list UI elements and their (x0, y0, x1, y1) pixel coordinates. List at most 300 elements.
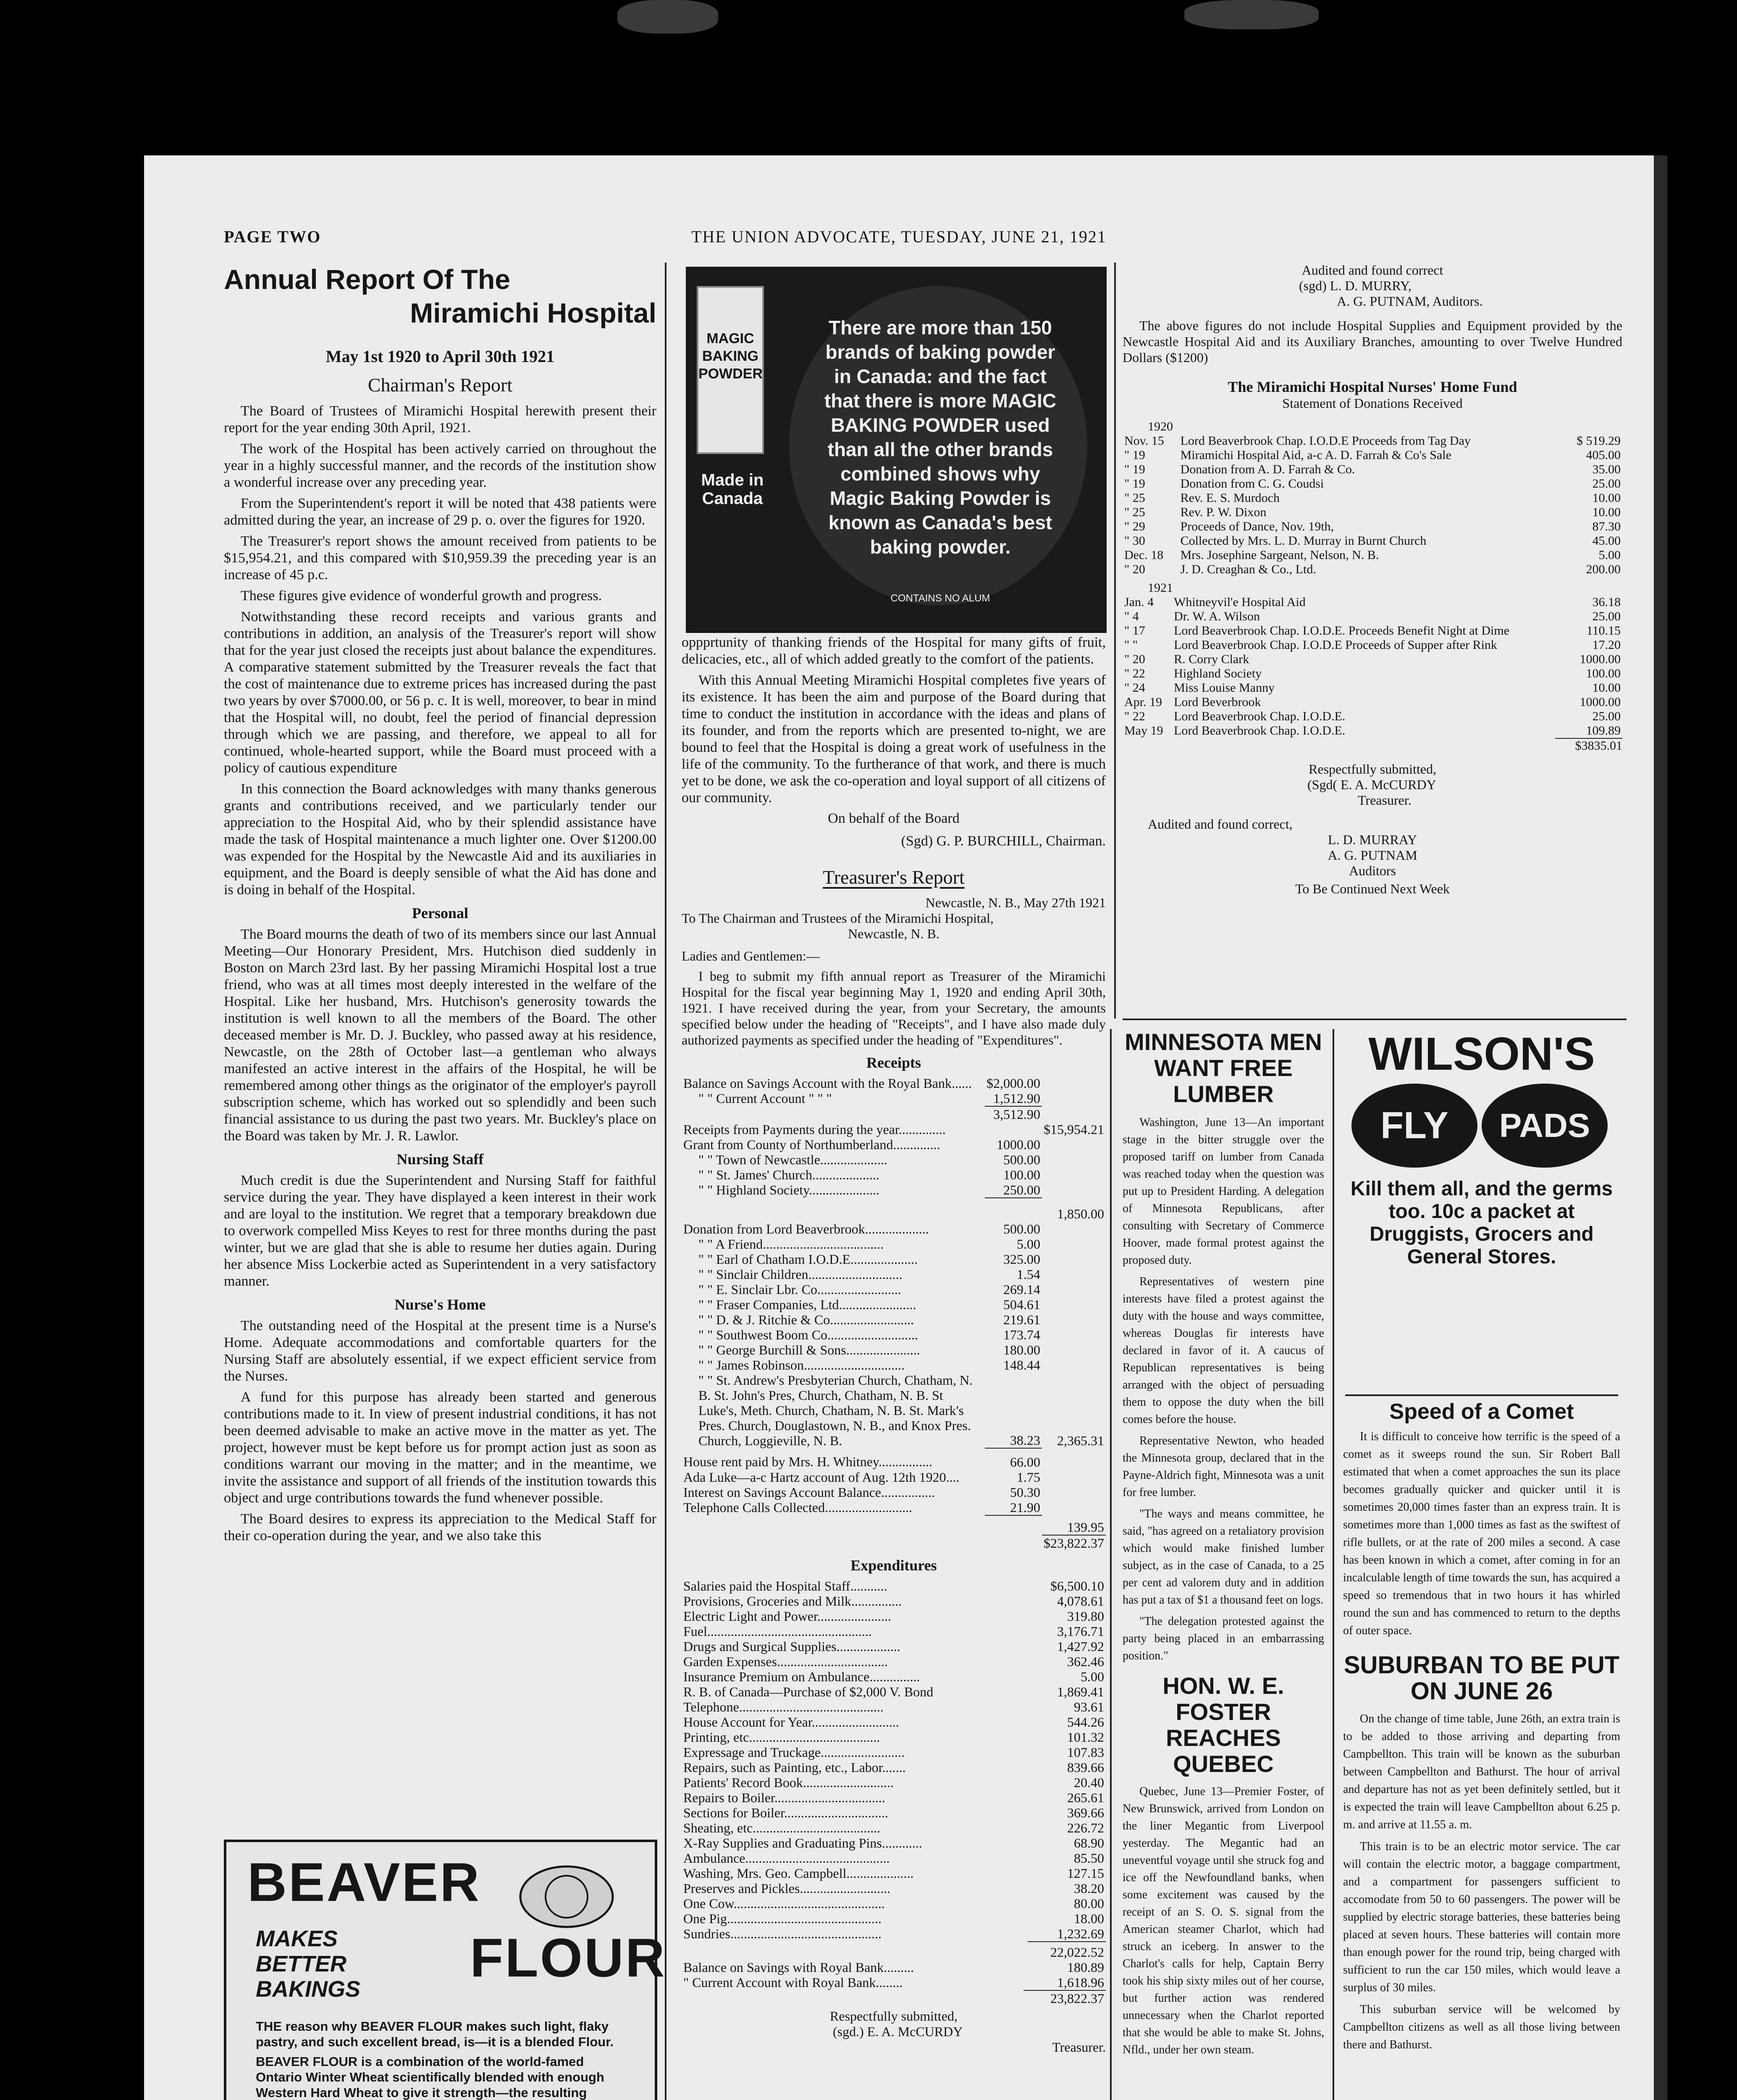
table-row (682, 1535, 1106, 1551)
beaver-body-text: THE reason why BEAVER FLOUR makes such light, flaky pastry, and such excellent bread, is—it is a blended Flour. (256, 2019, 614, 2049)
expenditures-table (682, 1578, 1106, 1942)
closing-respect: Respectfully submitted, (830, 2008, 958, 2024)
row-amount: $6,500.10 (1050, 1578, 1104, 1593)
auditor-line: L. D. MURRAY (1328, 832, 1417, 847)
row-amount: 10.00 (1592, 505, 1621, 519)
table-row (682, 1327, 1106, 1342)
row-amount: 369.66 (1067, 1805, 1104, 1820)
column-rule (1110, 1029, 1112, 2100)
table-row (682, 1851, 1106, 1866)
balance-amount: 1,618.96 (1023, 1975, 1106, 1990)
table-row (1123, 477, 1622, 491)
row-amount: 18.00 (1074, 1911, 1104, 1926)
address-line: Newcastle, N. B. (848, 926, 939, 941)
salutation: Ladies and Gentlemen:— (682, 948, 820, 963)
grant-amount: 1000.00 (997, 1137, 1040, 1152)
scan-artifact (1184, 0, 1319, 29)
row-amount: 20.40 (1074, 1775, 1104, 1790)
table-row (1123, 520, 1622, 534)
report-title-line2: Miramichi Hospital (410, 297, 656, 328)
donation-label: " " James Robinson.............................. (698, 1357, 905, 1373)
receipt-label: Telephone Calls Collected.......................... (683, 1500, 913, 1515)
row-label: Provisions, Groceries and Milk............... (683, 1593, 902, 1609)
row-label: R. Corry Clark (1174, 652, 1249, 666)
row-label: Whitneyvil'e Hospital Aid (1174, 595, 1306, 609)
personal-heading: Personal (412, 905, 468, 921)
minnesota-text: Representative Newton, who headed the Minnesota group, declared that in the Payne-Aldrich fight, Minnesota was a unit for free lumber. (1123, 1434, 1324, 1499)
row-label: Preserves and Pickles........................... (683, 1881, 891, 1896)
pads-oval-icon: PADS (1482, 1084, 1608, 1168)
row-amount: 10.00 (1592, 491, 1621, 505)
row-amount: 45.00 (1592, 534, 1621, 548)
middle-text: oppprtunity of thanking friends of the Hospital for many gifts of fruit, delicacies, etc., all of which added greatly to the comfort of the patients. (682, 635, 1106, 667)
row-label: J. D. Creaghan & Co., Ltd. (1180, 562, 1316, 576)
row-date: " " (1124, 638, 1138, 652)
fly-pads-logo (1343, 1084, 1620, 1172)
row-label: Drugs and Surgical Supplies................... (683, 1639, 900, 1654)
flour-sack-icon (516, 1859, 617, 1930)
row-label: Miramichi Hospital Aid, a-c A. D. Farrah & Co's Sale (1180, 448, 1451, 462)
table-row (682, 1975, 1106, 1990)
minnesota-text: Representatives of western pine interests have filed a protest against the duty with the house and ways committee, whereas Douglas fir interests have declared in favor of it. A caucus of Republican representatives is being arranged with the object of persuading them to oppose the duty when the bill comes before the house. (1123, 1275, 1324, 1426)
table-row (1123, 652, 1622, 667)
table-row (682, 1198, 1106, 1221)
table-row (682, 1911, 1106, 1926)
beaver-body-text: BEAVER FLOUR is a combination of the world-famed Ontario Winter Wheat scientifically blended with enough Western Hard Wheat to give it strength—the resulting (256, 2054, 604, 2100)
row-amount: 25.00 (1592, 477, 1621, 491)
row-amount: 36.18 (1592, 595, 1621, 609)
balance-amount: 180.89 (1067, 1960, 1104, 1975)
magic-baking-powder-ad (686, 267, 1107, 633)
made-in-canada: Made in Canada (701, 471, 764, 508)
row-date: " 30 (1124, 534, 1145, 548)
table-row (682, 1122, 1106, 1137)
row-date: Jan. 4 (1124, 595, 1154, 609)
row-label: Printing, etc....................................... (683, 1730, 880, 1745)
row-label: Collected by Mrs. L. D. Murray in Burnt Church (1180, 534, 1427, 548)
page-label: PAGE TWO (224, 227, 321, 246)
donation-amount: 269.14 (1003, 1282, 1040, 1297)
row-label: Lord Beaverbrook Chap. I.O.D.E. (1174, 709, 1346, 723)
fund-subtitle: Statement of Donations Received (1282, 396, 1463, 411)
expenditures-total: 22,022.52 (1050, 1945, 1104, 1960)
row-amount: 38.20 (1074, 1881, 1104, 1896)
final-total: 23,822.37 (1050, 1991, 1104, 2006)
grant-amount: 100.00 (1003, 1167, 1040, 1182)
table-row (682, 1152, 1106, 1167)
report-paragraph: The work of the Hospital has been actively carried on throughout the year in a highly successful manner, and the records of the institution show a wonderful increase over any preceding year. (224, 441, 656, 490)
table-row (1123, 448, 1622, 462)
donation-label: " " George Burchill & Sons...................... (698, 1342, 920, 1357)
report-paragraph: Notwithstanding these record receipts and various grants and contributions in addition, an analysis of the Treasurer's report will show that for the year just closed the receipts just about balance the expenditures. A comparative statement submitted by the Treasurer reveals the fact that the cost of maintenance due to extreme prices has increased during the past two years by over $7000.00, or 56 p. c. It is well, moreover, to bear in mind that the Hospital will, no doubt, feel the period of financial depression through which we are passing, and therefore, we appeal to all for continued, whole-hearted support, while the Board must proceed with a policy of cautious expenditure (224, 609, 656, 776)
row-amount: 10.00 (1592, 681, 1621, 695)
row-label: Proceeds of Dance, Nov. 19th, (1180, 520, 1334, 533)
section-rule (1345, 1394, 1618, 1396)
home-text: The outstanding need of the Hospital at the present time is a Nurse's Home. Adequate accommodations and comfortable quarters for the Nursing Staff are absolutely essential, if we expect efficient service from the Nurses. (224, 1318, 656, 1384)
beaver-flour-ad (224, 1840, 666, 2100)
home-text: A fund for this purpose has already been started and generous contributions made to it. In view of present industrial conditions, it has not been deemed advisable to make an active move in the matter as yet. The project, however must be kept before us for prompt action just as soon as conditions warrant our moving in the matter; and in the meantime, we invite the assistance and support of all friends of the institution towards this object and urge contributions towards the fund whenever possible. (224, 1389, 656, 1506)
row-amount: 405.00 (1586, 448, 1621, 462)
table-row (682, 1470, 1106, 1485)
row-amount: 3,176.71 (1057, 1624, 1104, 1639)
minnesota-text: "The ways and means committee, he said, "has agreed on a retaliatory provision which would make finished lumber subject, as in the case of Canada, to a 25 per cent ad valorem duty and in addition has put a tax of $1 a thousand feet on logs. (1123, 1507, 1324, 1606)
table-row (682, 1106, 1106, 1122)
grants-total: 1,850.00 (1057, 1206, 1104, 1221)
row-date: " 19 (1124, 462, 1145, 476)
beaver-slogan (256, 1926, 360, 2002)
row-amount: 544.26 (1067, 1714, 1104, 1730)
row-date: " 25 (1124, 505, 1145, 519)
row-label: Miss Louise Manny (1174, 681, 1275, 695)
receipt-amount: 1.75 (1017, 1470, 1040, 1485)
treasurer-intro: I beg to submit my fifth annual report as Treasurer of the Miramichi Hospital for the fiscal year beginning May 1, 1920 and ending April 30th, 1921. I have received during the year, from your Secretary, the amounts specified below under the heading of "Receipts", and I have also made duly authorized payments as specified under the heading of "Expenditures". (682, 969, 1106, 1047)
row-date: " 25 (1124, 491, 1145, 505)
row-amount: 25.00 (1592, 709, 1621, 723)
receipt-amount: 50.30 (1010, 1485, 1040, 1500)
table-row (682, 1342, 1106, 1357)
donation-amount: 173.74 (1003, 1327, 1040, 1342)
row-date: " 20 (1124, 652, 1145, 666)
receipt-amount: 66.00 (1010, 1454, 1040, 1470)
receipt-amount: $15,954.21 (1044, 1122, 1104, 1137)
row-label: Donation from A. D. Farrah & Co. (1180, 462, 1355, 476)
table-row (682, 1448, 1106, 1470)
donation-label: " " A Friend.................................... (698, 1236, 884, 1252)
grant-label: Grant from County of Northumberland.............. (683, 1137, 940, 1152)
table-row (682, 1639, 1106, 1654)
treasurer-report-column (682, 634, 1106, 2100)
donation-label: " " St. Andrew's Presbyterian Church, Chatham, N. B. St. John's Pres, Church, Chatham, N. B. St Luke's, Meth. Church, Chatham, N. B. St. Mark's Pres. Church, Douglastown, N. B., and Knox Pres. Church, Loggieville, N. B. (698, 1373, 973, 1448)
table-row (682, 1236, 1106, 1252)
fund-1921-table (1123, 595, 1622, 738)
table-row (682, 1960, 1106, 1975)
row-amount: 5.00 (1598, 548, 1621, 562)
audited-line: Audited and found correct, (1148, 816, 1293, 832)
table-row (1123, 548, 1622, 562)
table-row (1123, 681, 1622, 695)
table-row (1123, 462, 1622, 477)
table-row (682, 1745, 1106, 1760)
slogan-line: BETTER (256, 1951, 346, 1977)
row-label: One Pig.............................................. (683, 1911, 882, 1926)
resp-line: Respectfully submitted, (1309, 761, 1436, 777)
donation-amount: 5.00 (1017, 1236, 1040, 1252)
donation-label: " " Fraser Companies, Ltd....................... (698, 1297, 916, 1312)
fund-1920-table (1123, 434, 1622, 577)
row-label: Insurance Premium on Ambulance............... (683, 1669, 920, 1684)
receipt-amount: $2,000.00 (987, 1076, 1040, 1091)
section-rule (1123, 1018, 1627, 1020)
table-row (682, 1775, 1106, 1790)
table-row (682, 1866, 1106, 1881)
donation-amount: 38.23 (985, 1373, 1042, 1448)
row-amount: 1,869.41 (1057, 1684, 1104, 1699)
slogan-line: BAKINGS (256, 1977, 361, 2002)
wilsons-text: Kill them all, and the germs too. 10c a packet at Druggists, Grocers and General Stores. (1350, 1178, 1613, 1268)
receipt-label: Balance on Savings Account with the Royal Bank...... (683, 1076, 972, 1091)
row-label: X-Ray Supplies and Graduating Pins............ (683, 1835, 922, 1851)
row-label: Lord Beaverbrook Chap. I.O.D.E Proceeds from Tag Day (1180, 434, 1471, 448)
row-label: Mrs. Josephine Sargeant, Nelson, N. B. (1180, 548, 1379, 562)
row-label: Patients' Record Book........................... (683, 1775, 894, 1790)
row-amount: 85.50 (1074, 1851, 1104, 1866)
personal-text: The Board mourns the death of two of its members since our last Annual Meeting—Our Honorary President, Mrs. Hutchison died suddenly in Boston on March 23rd last. By her passing Miramichi Hospital lost a true friend, who was at all times most deeply interested in the welfare of the Hospital. Like her husband, Mrs. Hutchison's generosity towards the institution is well known to all the members of the Board. The other deceased member is Mr. D. J. Buckley, who passed away at his residence, Newcastle, on the 28th of October last—a gentleman who always manifested an active interest in the affairs of the Hospital, he will be remembered among other things as the originator of the employer's payroll subscription scheme, which has worked out so splendidly and been such financial assistance to us during the past two years. Mr. Buckley's place on the Board was taken by Mr. J. R. Lawlor. (224, 927, 656, 1144)
table-row (682, 1137, 1106, 1152)
no-alum: CONTAINS NO ALUM (890, 593, 990, 604)
row-amount: 4,078.61 (1057, 1593, 1104, 1609)
donation-amount: 325.00 (1003, 1252, 1040, 1267)
table-row (682, 1515, 1106, 1535)
table-row (682, 1790, 1106, 1805)
row-label: Garden Expenses................................. (683, 1654, 888, 1669)
table-row (682, 1167, 1106, 1182)
wilsons-brand: WILSON'S (1368, 1028, 1595, 1080)
suburban-headline: SUBURBAN TO BE PUT ON JUNE 26 (1343, 1651, 1620, 1705)
table-row (682, 1312, 1106, 1327)
grant-amount: 500.00 (1003, 1152, 1040, 1167)
table-row (682, 1699, 1106, 1714)
row-amount: 68.90 (1074, 1835, 1104, 1851)
row-amount: 93.61 (1074, 1699, 1104, 1714)
report-paragraph: The Board of Trustees of Miramichi Hospital herewith present their report for the year ending 30th April, 1921. (224, 403, 656, 436)
hospital-report-column (224, 262, 656, 1829)
magic-can-icon: MAGIC BAKING POWDER (697, 286, 764, 454)
news-column (1123, 1029, 1324, 2100)
resp-sign: (Sgd( E. A. McCURDY (1307, 777, 1436, 792)
expenditures-heading: Expenditures (850, 1557, 937, 1574)
comet-text: It is difficult to conceive how terrific is the speed of a comet as it sweeps round the sun. Sir Robert Ball estimated that when a comet approaches the sun its place becomes gradually quicker and quicker until it is sometimes 20,000 times faster than an express train. It is sometimes more than 1,000 times as fast as the swiftest of rifle bullets, or at the rate of 200 miles a second. A case has been known in which a comet, after coming in for an incalculable length of time towards the sun, has acquired a speed so tremendous that in two hours it has whirled round the sun and has commenced to return to the depths of outer space. (1343, 1430, 1620, 1637)
closing-sign: (sgd.) E. A. McCURDY (833, 2024, 963, 2039)
grant-amount: 250.00 (985, 1182, 1042, 1198)
row-amount: 5.00 (1081, 1669, 1104, 1684)
row-label: Lord Beaverbrook Chap. I.O.D.E Proceeds of Supper after Rink (1174, 638, 1497, 652)
fund-total: $3835.01 (1555, 738, 1622, 753)
row-date: " 22 (1124, 667, 1145, 680)
row-amount: 87.30 (1592, 520, 1621, 533)
receipt-amount: 1,512.90 (985, 1091, 1042, 1106)
table-row (682, 1730, 1106, 1745)
receipt-label: " " Current Account " " " (698, 1091, 832, 1106)
other-total: 139.95 (1042, 1515, 1106, 1535)
auditor-line: A. G. PUTNAM (1328, 848, 1417, 863)
row-label: Lord Beverbrook (1174, 695, 1261, 709)
table-row (682, 1578, 1106, 1593)
donations-total: 2,365.31 (1057, 1433, 1104, 1448)
row-date: " 22 (1124, 709, 1145, 723)
row-date: " 19 (1124, 477, 1145, 491)
donation-label: Donation from Lord Beaverbrook................... (683, 1221, 929, 1236)
grant-label: " " St. James' Church.................... (698, 1167, 879, 1182)
table-row (1123, 534, 1622, 548)
on-behalf: On behalf of the Board (828, 811, 960, 826)
row-label: Washing, Mrs. Geo. Campbell.................... (683, 1866, 914, 1881)
row-label: Salaries paid the Hospital Staff........... (683, 1578, 887, 1593)
table-row (1123, 505, 1622, 520)
closing-title: Treasurer. (1052, 2040, 1106, 2055)
row-label: House Account for Year.......................... (683, 1714, 899, 1730)
nursing-text: Much credit is due the Superintendent and Nursing Staff for faithful service during the year. They have displayed a keen interest in their work and are loyal to the institution. We regret that a temporary breakdown due to overwork compelled Miss Keyes to rest for three months during the past winter, but we are glad that she is able to resume her duties again. During her absence Miss Lockerbie acted as Superintendent in a very satisfactory manner. (224, 1173, 656, 1289)
table-row (682, 1357, 1106, 1373)
table-row (1123, 709, 1622, 724)
donation-amount: 148.44 (1003, 1357, 1040, 1373)
receipt-label: Ada Luke—a-c Hartz account of Aug. 12th 1920.... (683, 1470, 960, 1485)
table-row (682, 1182, 1106, 1198)
table-row (682, 1760, 1106, 1775)
resp-title: Treasurer. (1358, 793, 1412, 808)
flour-brand: FLOUR (470, 1927, 666, 1988)
report-paragraph: In this connection the Board acknowledges with many thanks generous grants and contributions received, and we particularly tender our appreciation to the Hospital Aid, who by their splendid assistance have made the task of Hospital maintenance a much lighter one. Over $1200.00 was expended for the Hospital by the Newcastle Aid and its auxiliaries in equipment, and the Board is deeply sensible of what the Aid has done and is doing in behalf of the Hospital. (224, 781, 656, 898)
row-date: " 17 (1124, 624, 1145, 638)
row-amount: 100.00 (1586, 667, 1621, 680)
row-label: Sections for Boiler............................... (683, 1805, 888, 1820)
row-date: " 24 (1124, 681, 1145, 695)
report-paragraph: These figures give evidence of wonderful growth and progress. (241, 588, 602, 604)
table-row (682, 1945, 1106, 1960)
row-amount: 110.15 (1586, 624, 1621, 638)
audited-line: Audited and found correct (1301, 262, 1443, 278)
donation-label: " " Sinclair Children............................ (698, 1267, 903, 1282)
row-amount: 226.72 (1067, 1820, 1104, 1835)
receipt-label: House rent paid by Mrs. H. Whitney................ (683, 1454, 932, 1469)
table-row (1123, 667, 1622, 681)
row-amount: 127.15 (1067, 1866, 1104, 1881)
row-amount: 101.32 (1067, 1730, 1104, 1745)
row-label: Repairs to Boiler................................. (683, 1790, 885, 1805)
report-title-line1: Annual Report Of The (224, 264, 510, 295)
row-label: Expressage and Truckage......................... (683, 1745, 905, 1760)
chairman-heading: Chairman's Report (367, 374, 513, 396)
beaver-brand: BEAVER (247, 1851, 481, 1913)
table-row (1123, 695, 1622, 709)
row-date: May 19 (1124, 724, 1163, 738)
row-label: Rev. E. S. Murdoch (1180, 491, 1280, 505)
row-label: Sheating, etc...................................... (683, 1820, 881, 1835)
donation-amount: 500.00 (1003, 1221, 1040, 1236)
table-row (1123, 491, 1622, 505)
row-amount: 839.66 (1067, 1760, 1104, 1775)
auditor-line: (sgd) L. D. MURRY, (1299, 278, 1412, 293)
chairman-signature: (Sgd) G. P. BURCHILL, Chairman. (901, 833, 1106, 849)
magic-text: There are more than 150 brands of baking powder in Canada: and the fact that there is more MAGIC BAKING POWDER used than all the other brands combined shows why Magic Baking Powder is known as Canada's best baking powder. (824, 317, 1057, 558)
row-label: Lord Beaverbrook Chap. I.O.D.E. (1174, 724, 1346, 738)
table-row (1123, 724, 1622, 738)
receipts-heading: Receipts (866, 1054, 921, 1071)
minnesota-text: Washington, June 13—An important stage in the bitter struggle over the proposed tariff on lumber from Canada was reached today when the question was put up to President Harding. A delegation of Minnesota Republicans, after consulting with Secretary of Commerce Hoover, made formal protest against the proposed duty. (1123, 1116, 1324, 1267)
donation-amount: 180.00 (1003, 1342, 1040, 1357)
report-paragraph: The Treasurer's report shows the amount received from patients to be $15,954.21, and this compared with $10,959.39 the preceding year is an increase of 45 p.c. (224, 533, 656, 583)
continued-note: To Be Continued Next Week (1295, 881, 1450, 896)
row-label: Fuel................................................. (683, 1624, 872, 1639)
newspaper-page (144, 155, 1654, 2100)
dateline: Newcastle, N. B., May 27th 1921 (925, 895, 1106, 910)
closing-text: The Board desires to express its appreciation to the Medical Staff for their co-operation during the year, and we also take this (224, 1511, 656, 1544)
fund-title: The Miramichi Hospital Nurses' Home Fund (1228, 378, 1517, 395)
row-amount: 1,427.92 (1057, 1639, 1104, 1654)
beaver-body (256, 2019, 625, 2100)
column-rule (1114, 262, 1116, 1018)
foster-text: Quebec, June 13—Premier Foster, of New Brunswick, arrived from London on the liner Megantic from Liverpool yesterday. The Megantic had an uneventful voyage until she struck fog and ice off the Newfoundland banks, when some excitement was caused by the receipt of an S. O. S. signal from the American steamer Charlot, which had struck an iceberg. In answer to the Charlot's calls for help, Captain Berry took his ship sixty miles out of her course, but further action was rendered unnecessary when the Charlot reported that she would be able to make St. Johns, Nfld., under her own steam. (1123, 1785, 1324, 2056)
table-row (682, 1990, 1106, 2006)
row-label: One Cow............................................. (683, 1896, 885, 1911)
report-period: May 1st 1920 to April 30th 1921 (325, 347, 555, 366)
receipt-amount: 3,512.90 (993, 1107, 1040, 1122)
row-date: Apr. 19 (1124, 695, 1162, 709)
row-date: Nov. 15 (1124, 434, 1164, 448)
masthead: THE UNION ADVOCATE, TUESDAY, JUNE 21, 1921 (691, 227, 1107, 246)
table-row (682, 1881, 1106, 1896)
treasurer-heading: Treasurer's Report (823, 866, 965, 888)
balance-label: " Current Account with Royal Bank........ (683, 1975, 903, 1990)
table-row (1123, 624, 1622, 638)
auditor-line: A. G. PUTNAM, Auditors. (1337, 294, 1483, 309)
row-label: Highland Society (1174, 667, 1262, 680)
table-row (682, 1624, 1106, 1639)
minnesota-headline: MINNESOTA MEN WANT FREE LUMBER (1125, 1029, 1322, 1107)
table-row (682, 1926, 1106, 1942)
comet-headline: Speed of a Comet (1389, 1399, 1574, 1424)
receipt-amount: 21.90 (985, 1500, 1042, 1515)
row-label: Telephone........................................... (683, 1699, 884, 1714)
row-amount: 107.83 (1067, 1745, 1104, 1760)
slogan-line: MAKES (256, 1926, 338, 1951)
table-row (682, 1654, 1106, 1669)
row-label: Repairs, such as Painting, etc., Labor....... (683, 1760, 906, 1775)
page-header (144, 227, 1654, 252)
row-label: Ambulance........................................... (683, 1851, 890, 1866)
column-rule (1333, 1029, 1334, 2100)
table-row (682, 1684, 1106, 1699)
row-amount: 109.89 (1586, 724, 1621, 738)
table-row (682, 1485, 1106, 1500)
column-rule (665, 262, 666, 2100)
row-label: Donation from C. G. Coudsi (1180, 477, 1324, 491)
table-row (682, 1221, 1106, 1236)
address-line: To The Chairman and Trustees of the Miramichi Hospital, (682, 911, 994, 926)
table-row (682, 1669, 1106, 1684)
row-amount: 17.20 (1592, 638, 1621, 652)
row-date: " 20 (1124, 562, 1145, 576)
year-label: 1920 (1148, 420, 1173, 433)
row-amount: 80.00 (1074, 1896, 1104, 1911)
table-row (1123, 609, 1622, 624)
supplies-note: The above figures do not include Hospital Supplies and Equipment provided by the Newcastle Hospital Aid and its Auxiliary Branches, amounting to over Twelve Hundred Dollars ($1200) (1123, 318, 1622, 365)
receipts-table (682, 1076, 1106, 1551)
table-row (682, 1896, 1106, 1911)
table-row (1123, 562, 1622, 577)
suburban-text: This suburban service will be welcomed by Campbellton citizens as well as all those living between there and Bathurst. (1343, 2003, 1620, 2051)
table-row (682, 1609, 1106, 1624)
row-label: Dr. W. A. Wilson (1174, 609, 1260, 623)
receipt-label: Receipts from Payments during the year.............. (683, 1122, 946, 1137)
auditor-line: Auditors (1349, 863, 1396, 878)
report-paragraph: From the Superintendent's report it will be noted that 438 patients were admitted during the year, an increase of 29 p. o. over the figures for 1920. (224, 496, 656, 528)
foster-headline: HON. W. E. FOSTER REACHES QUEBEC (1162, 1672, 1284, 1777)
row-amount: 1,232.69 (1028, 1926, 1106, 1942)
row-amount: 200.00 (1586, 562, 1621, 576)
donation-label: " " D. & J. Ritchie & Co......................... (698, 1312, 914, 1327)
minnesota-text: "The delegation protested against the party being placed in an embarrassing position." (1123, 1615, 1324, 1662)
balance-table (682, 1945, 1106, 2006)
nursing-heading: Nursing Staff (396, 1151, 484, 1168)
donation-amount: 1.54 (1017, 1267, 1040, 1282)
table-row (682, 1282, 1106, 1297)
row-label: Electric Light and Power...................... (683, 1609, 892, 1624)
table-row (682, 1805, 1106, 1820)
row-label: R. B. of Canada—Purchase of $2,000 V. Bond (683, 1684, 934, 1699)
receipt-label: Interest on Savings Account Balance................ (683, 1485, 935, 1500)
table-row (682, 1076, 1106, 1091)
table-row (682, 1091, 1106, 1106)
